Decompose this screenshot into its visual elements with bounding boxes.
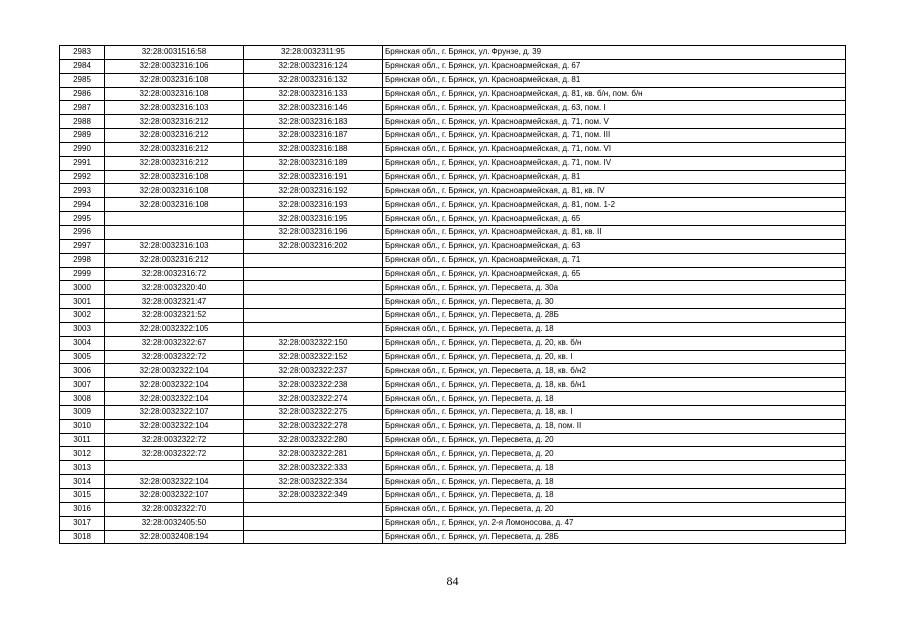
row-number-cell: 3004: [60, 336, 105, 350]
table-row: [60, 239, 846, 253]
related-cadastral-number-cell: 32:28:0032322:280: [244, 433, 383, 447]
table-row: [60, 73, 846, 87]
row-number-cell: 3001: [60, 295, 105, 309]
address-cell: Брянская обл., г. Брянск, ул. Пересвета, д. 20, кв. б/н: [383, 336, 846, 350]
cadastral-number-cell: [105, 225, 244, 239]
related-cadastral-number-cell: 32:28:0032316:132: [244, 73, 383, 87]
address-cell: Брянская обл., г. Брянск, ул. Пересвета, д. 20: [383, 447, 846, 461]
related-cadastral-number-cell: 32:28:0032322:237: [244, 364, 383, 378]
address-cell: Брянская обл., г. Брянск, ул. Пересвета, д. 30а: [383, 281, 846, 295]
row-number-cell: 2990: [60, 142, 105, 156]
table-row: [60, 156, 846, 170]
cadastral-number-cell: 32:28:0032322:104: [105, 419, 244, 433]
cadastral-number-cell: 32:28:0032322:105: [105, 322, 244, 336]
table-row: [60, 267, 846, 281]
cadastral-number-cell: 32:28:0032316:108: [105, 198, 244, 212]
table-row: [60, 447, 846, 461]
related-cadastral-number-cell: 32:28:0032322:274: [244, 392, 383, 406]
related-cadastral-number-cell: 32:28:0032322:275: [244, 405, 383, 419]
page-number: 84: [446, 574, 459, 588]
address-cell: Брянская обл., г. Брянск, ул. Фрунзе, д. 39: [383, 46, 846, 60]
related-cadastral-number-cell: 32:28:0032322:334: [244, 475, 383, 489]
cadastral-number-cell: 32:28:0032321:47: [105, 295, 244, 309]
cadastral-number-cell: [105, 212, 244, 226]
cadastral-number-cell: 32:28:0032316:212: [105, 115, 244, 129]
table-row: [60, 322, 846, 336]
table-row: [60, 212, 846, 226]
address-cell: Брянская обл., г. Брянск, ул. Красноармейская, д. 81: [383, 170, 846, 184]
cadastral-number-cell: 32:28:0032316:212: [105, 142, 244, 156]
row-number-cell: 3018: [60, 530, 105, 544]
related-cadastral-number-cell: 32:28:0032316:133: [244, 87, 383, 101]
address-cell: Брянская обл., г. Брянск, ул. Пересвета, д. 18, кв. б/н2: [383, 364, 846, 378]
row-number-cell: 3007: [60, 378, 105, 392]
address-cell: Брянская обл., г. Брянск, ул. Красноармейская, д. 71, пом. IV: [383, 156, 846, 170]
address-cell: Брянская обл., г. Брянск, ул. Пересвета, д. 20: [383, 433, 846, 447]
table-row: [60, 184, 846, 198]
row-number-cell: 3002: [60, 309, 105, 323]
address-cell: Брянская обл., г. Брянск, ул. Красноармейская, д. 65: [383, 267, 846, 281]
cadastral-number-cell: 32:28:0032322:72: [105, 350, 244, 364]
related-cadastral-number-cell: 32:28:0032322:150: [244, 336, 383, 350]
row-number-cell: 2993: [60, 184, 105, 198]
row-number-cell: 2996: [60, 225, 105, 239]
cadastral-number-cell: 32:28:0032316:103: [105, 239, 244, 253]
table-row: [60, 516, 846, 530]
related-cadastral-number-cell: [244, 322, 383, 336]
row-number-cell: 2991: [60, 156, 105, 170]
row-number-cell: 3013: [60, 461, 105, 475]
cadastral-number-cell: 32:28:0032316:72: [105, 267, 244, 281]
cadastral-number-cell: 32:28:0032408:194: [105, 530, 244, 544]
property-table: [59, 45, 846, 544]
address-cell: Брянская обл., г. Брянск, ул. Красноармейская, д. 81, кв. IV: [383, 184, 846, 198]
address-cell: Брянская обл., г. Брянск, ул. Красноармейская, д. 65: [383, 212, 846, 226]
table-row: [60, 142, 846, 156]
related-cadastral-number-cell: 32:28:0032316:196: [244, 225, 383, 239]
address-cell: Брянская обл., г. Брянск, ул. Пересвета, д. 18: [383, 475, 846, 489]
related-cadastral-number-cell: [244, 253, 383, 267]
table-row: [60, 530, 846, 544]
address-cell: Брянская обл., г. Брянск, ул. Красноармейская, д. 71, пом. V: [383, 115, 846, 129]
table-row: [60, 170, 846, 184]
related-cadastral-number-cell: 32:28:0032311:95: [244, 46, 383, 60]
row-number-cell: 2983: [60, 46, 105, 60]
address-cell: Брянская обл., г. Брянск, ул. Пересвета, д. 18, пом. II: [383, 419, 846, 433]
address-cell: Брянская обл., г. Брянск, ул. Красноармейская, д. 71, пом. III: [383, 129, 846, 143]
row-number-cell: 2986: [60, 87, 105, 101]
address-cell: Брянская обл., г. Брянск, ул. Красноармейская, д. 81: [383, 73, 846, 87]
related-cadastral-number-cell: 32:28:0032322:278: [244, 419, 383, 433]
address-cell: Брянская обл., г. Брянск, ул. Красноармейская, д. 67: [383, 59, 846, 73]
row-number-cell: 2987: [60, 101, 105, 115]
address-cell: Брянская обл., г. Брянск, ул. Пересвета, д. 18, кв. б/н1: [383, 378, 846, 392]
address-cell: Брянская обл., г. Брянск, ул. 2-я Ломоносова, д. 47: [383, 516, 846, 530]
address-cell: Брянская обл., г. Брянск, ул. Красноармейская, д. 71, пом. VI: [383, 142, 846, 156]
table-row: [60, 392, 846, 406]
cadastral-number-cell: 32:28:0032322:67: [105, 336, 244, 350]
address-cell: Брянская обл., г. Брянск, ул. Красноармейская, д. 63, пом. I: [383, 101, 846, 115]
cadastral-number-cell: 32:28:0032316:212: [105, 253, 244, 267]
related-cadastral-number-cell: 32:28:0032316:187: [244, 129, 383, 143]
table-row: [60, 419, 846, 433]
address-cell: Брянская обл., г. Брянск, ул. Пересвета, д. 28Б: [383, 530, 846, 544]
cadastral-number-cell: 32:28:0032322:104: [105, 378, 244, 392]
address-cell: Брянская обл., г. Брянск, ул. Красноармейская, д. 71: [383, 253, 846, 267]
related-cadastral-number-cell: 32:28:0032316:146: [244, 101, 383, 115]
row-number-cell: 2999: [60, 267, 105, 281]
address-cell: Брянская обл., г. Брянск, ул. Красноармейская, д. 81, кв. II: [383, 225, 846, 239]
table-row: [60, 129, 846, 143]
related-cadastral-number-cell: 32:28:0032316:183: [244, 115, 383, 129]
related-cadastral-number-cell: 32:28:0032322:333: [244, 461, 383, 475]
related-cadastral-number-cell: 32:28:0032316:202: [244, 239, 383, 253]
row-number-cell: 3003: [60, 322, 105, 336]
cadastral-number-cell: 32:28:0032316:108: [105, 170, 244, 184]
address-cell: Брянская обл., г. Брянск, ул. Красноармейская, д. 63: [383, 239, 846, 253]
row-number-cell: 2998: [60, 253, 105, 267]
cadastral-number-cell: 32:28:0032322:72: [105, 447, 244, 461]
address-cell: Брянская обл., г. Брянск, ул. Пересвета, д. 18: [383, 392, 846, 406]
table-row: [60, 295, 846, 309]
row-number-cell: 3009: [60, 405, 105, 419]
row-number-cell: 3011: [60, 433, 105, 447]
cadastral-number-cell: 32:28:0032316:212: [105, 129, 244, 143]
table-row: [60, 336, 846, 350]
table-row: [60, 350, 846, 364]
related-cadastral-number-cell: 32:28:0032316:193: [244, 198, 383, 212]
related-cadastral-number-cell: 32:28:0032316:124: [244, 59, 383, 73]
related-cadastral-number-cell: [244, 530, 383, 544]
cadastral-number-cell: 32:28:0032322:70: [105, 502, 244, 516]
row-number-cell: 3000: [60, 281, 105, 295]
related-cadastral-number-cell: 32:28:0032322:281: [244, 447, 383, 461]
related-cadastral-number-cell: 32:28:0032322:238: [244, 378, 383, 392]
row-number-cell: 2995: [60, 212, 105, 226]
row-number-cell: 3012: [60, 447, 105, 461]
row-number-cell: 3006: [60, 364, 105, 378]
row-number-cell: 3014: [60, 475, 105, 489]
related-cadastral-number-cell: 32:28:0032316:192: [244, 184, 383, 198]
cadastral-number-cell: 32:28:0032316:103: [105, 101, 244, 115]
row-number-cell: 2985: [60, 73, 105, 87]
cadastral-number-cell: 32:28:0032322:104: [105, 364, 244, 378]
cadastral-number-cell: 32:28:0031516:58: [105, 46, 244, 60]
related-cadastral-number-cell: [244, 295, 383, 309]
table-row: [60, 378, 846, 392]
related-cadastral-number-cell: 32:28:0032322:152: [244, 350, 383, 364]
table-row: [60, 46, 846, 60]
cadastral-number-cell: 32:28:0032320:40: [105, 281, 244, 295]
address-cell: Брянская обл., г. Брянск, ул. Пересвета, д. 18, кв. I: [383, 405, 846, 419]
cadastral-number-cell: 32:28:0032321:52: [105, 309, 244, 323]
row-number-cell: 2989: [60, 129, 105, 143]
row-number-cell: 3010: [60, 419, 105, 433]
table-row: [60, 59, 846, 73]
table-row: [60, 489, 846, 503]
row-number-cell: 3008: [60, 392, 105, 406]
row-number-cell: 3016: [60, 502, 105, 516]
table-row: [60, 309, 846, 323]
row-number-cell: 3015: [60, 489, 105, 503]
table-row: [60, 101, 846, 115]
related-cadastral-number-cell: [244, 502, 383, 516]
table-row: [60, 364, 846, 378]
row-number-cell: 2992: [60, 170, 105, 184]
related-cadastral-number-cell: [244, 516, 383, 530]
table-row: [60, 502, 846, 516]
cadastral-number-cell: 32:28:0032316:212: [105, 156, 244, 170]
table-row: [60, 405, 846, 419]
cadastral-number-cell: 32:28:0032322:107: [105, 405, 244, 419]
cadastral-number-cell: 32:28:0032322:104: [105, 392, 244, 406]
table-row: [60, 281, 846, 295]
table-row: [60, 115, 846, 129]
cadastral-number-cell: 32:28:0032316:108: [105, 87, 244, 101]
related-cadastral-number-cell: 32:28:0032322:349: [244, 489, 383, 503]
cadastral-number-cell: [105, 461, 244, 475]
table-row: [60, 475, 846, 489]
related-cadastral-number-cell: [244, 309, 383, 323]
address-cell: Брянская обл., г. Брянск, ул. Пересвета, д. 30: [383, 295, 846, 309]
table-row: [60, 225, 846, 239]
table-row: [60, 461, 846, 475]
related-cadastral-number-cell: 32:28:0032316:188: [244, 142, 383, 156]
address-cell: Брянская обл., г. Брянск, ул. Пересвета, д. 18: [383, 489, 846, 503]
cadastral-number-cell: 32:28:0032316:108: [105, 73, 244, 87]
cadastral-number-cell: 32:28:0032322:104: [105, 475, 244, 489]
address-cell: Брянская обл., г. Брянск, ул. Красноармейская, д. 81, пом. 1-2: [383, 198, 846, 212]
address-cell: Брянская обл., г. Брянск, ул. Пересвета, д. 28Б: [383, 309, 846, 323]
table-row: [60, 253, 846, 267]
row-number-cell: 2997: [60, 239, 105, 253]
related-cadastral-number-cell: [244, 267, 383, 281]
cadastral-number-cell: 32:28:0032316:108: [105, 184, 244, 198]
cadastral-number-cell: 32:28:0032322:107: [105, 489, 244, 503]
related-cadastral-number-cell: 32:28:0032316:195: [244, 212, 383, 226]
cadastral-number-cell: 32:28:0032322:72: [105, 433, 244, 447]
address-cell: Брянская обл., г. Брянск, ул. Пересвета, д. 18: [383, 322, 846, 336]
row-number-cell: 2988: [60, 115, 105, 129]
row-number-cell: 2984: [60, 59, 105, 73]
row-number-cell: 3005: [60, 350, 105, 364]
related-cadastral-number-cell: [244, 281, 383, 295]
cadastral-number-cell: 32:28:0032316:106: [105, 59, 244, 73]
row-number-cell: 3017: [60, 516, 105, 530]
cadastral-number-cell: 32:28:0032405:50: [105, 516, 244, 530]
table-row: [60, 198, 846, 212]
table-body: [60, 46, 846, 544]
row-number-cell: 2994: [60, 198, 105, 212]
related-cadastral-number-cell: 32:28:0032316:189: [244, 156, 383, 170]
related-cadastral-number-cell: 32:28:0032316:191: [244, 170, 383, 184]
table-row: [60, 87, 846, 101]
address-cell: Брянская обл., г. Брянск, ул. Пересвета, д. 20: [383, 502, 846, 516]
address-cell: Брянская обл., г. Брянск, ул. Красноармейская, д. 81, кв. б/н, пом. б/н: [383, 87, 846, 101]
address-cell: Брянская обл., г. Брянск, ул. Пересвета, д. 20, кв. I: [383, 350, 846, 364]
table-row: [60, 433, 846, 447]
address-cell: Брянская обл., г. Брянск, ул. Пересвета, д. 18: [383, 461, 846, 475]
